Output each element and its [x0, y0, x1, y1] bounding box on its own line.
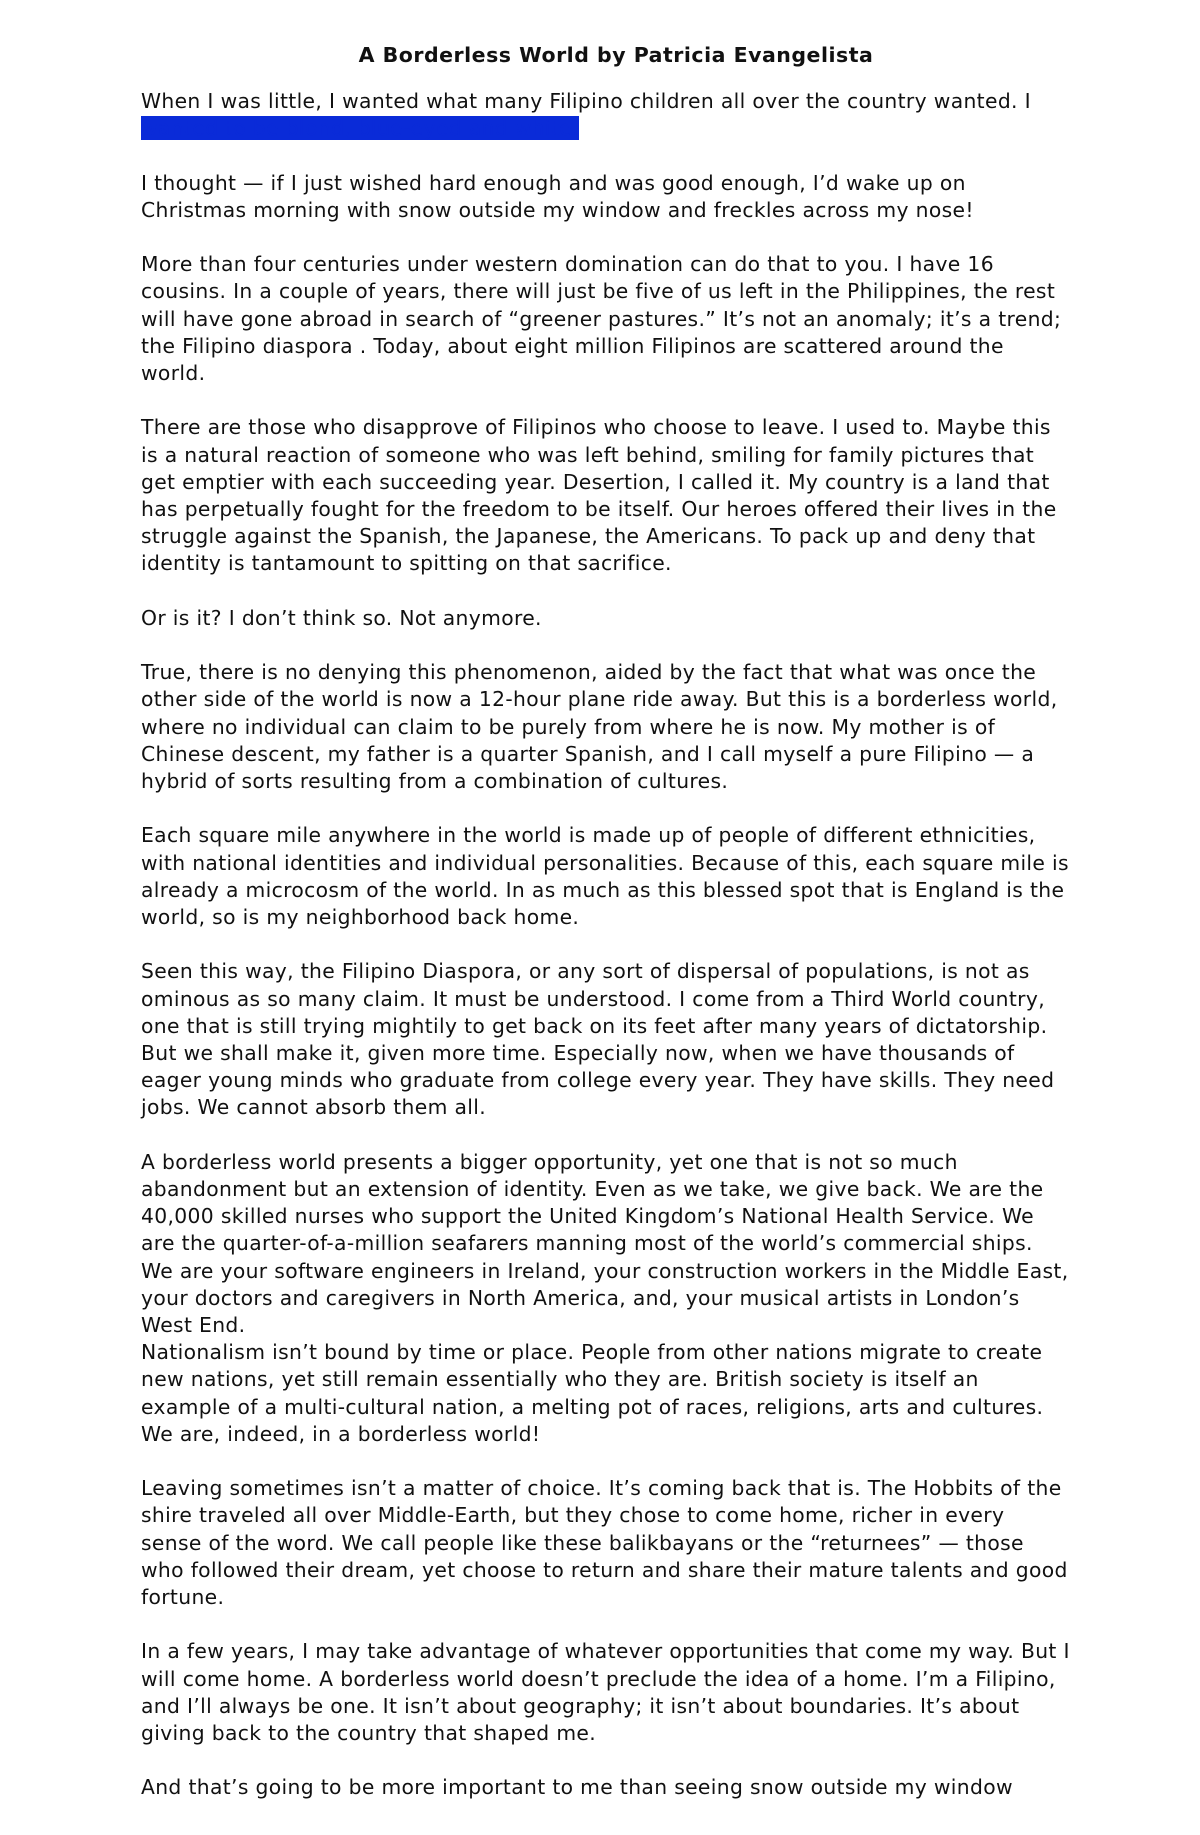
- paragraph-4: There are those who disapprove of Filipinos who choose to leave. I used to. Maybe this is a natural reaction of someone who was left behind, smiling for family pictures that get emptier with each succeeding year. Desertion, I called it. My country is a land that has perpetually fought for the freedom to be itself. Our heroes offered their lives in the struggle against the Spanish, the Japanese, the Americans. To pack up and deny that identity is tantamount to spitting on that sacrifice.: [141, 415, 1057, 576]
- paragraph-1: [141, 88, 1071, 142]
- paragraph-7: Each square mile anywhere in the world is made up of people of different ethnicities, with national identities and individual personalities. Because of this, each square mile is already a microcosm of the world. In as much as this blessed spot that is England is the world, so is my neighborhood back home.: [141, 823, 1069, 929]
- paragraph-10: Nationalism isn’t bound by time or place. People from other nations migrate to create new nations, yet still remain essentially who they are. British society is itself an example of a multi-cultural nation, a melting pot of races, religions, arts and cultures. We are, indeed, in a borderless world!: [141, 1340, 1044, 1446]
- document-title: A Borderless World by Patricia Evangelista: [358, 43, 874, 67]
- paragraph-9: A borderless world presents a bigger opportunity, yet one that is not so much abandonment but an extension of identity. Even as we take, we give back. We are the 40,000 skilled nurses who support the United Kingdom’s National Health Service. We are the quarter-of-a-million seafarers manning most of the world’s commercial ships. We are your software engineers in Ireland, your construction workers in the Middle East, your doctors and caregivers in North America, and, your musical artists in London’s West End.: [141, 1149, 1069, 1338]
- paragraph-11: Leaving sometimes isn’t a matter of choice. It’s coming back that is. The Hobbits of the shire traveled all over Middle-Earth, but they chose to come home, richer in every sense of the word. We call people like these balikbayans or the “returnees” — those who followed their dream, yet choose to return and share their mature talents and good fortune.: [141, 1476, 1068, 1610]
- paragraph-1-text: When I was little, I wanted what many Filipino children all over the country wanted. I: [141, 89, 1031, 113]
- paragraph-5: Or is it? I don’t think so. Not anymore.: [141, 605, 542, 630]
- document-page: [141, 38, 1071, 1829]
- paragraph-2: I thought — if I just wished hard enough and was good enough, I’d wake up on Christmas morning with snow outside my window and freckles across my nose!: [141, 170, 974, 222]
- paragraph-6: True, there is no denying this phenomenon, aided by the fact that what was once the other side of the world is now a 12-hour plane ride away. But this is a borderless world, where no individual can claim to be purely from where he is now. My mother is of Chinese descent, my father is a quarter Spanish, and I call myself a pure Filipino — a hybrid of sorts resulting from a combination of cultures.: [141, 660, 1058, 793]
- paragraph-12: In a few years, I may take advantage of whatever opportunities that come my way. But I will come home. A borderless world doesn’t preclude the idea of a home. I’m a Filipino, and I’ll always be one. It isn’t about geography; it isn’t about boundaries. It’s about giving back to the country that shaped me.: [141, 1639, 1070, 1746]
- highlighted-selection[interactable]: wanted to be blond, blue-eyed and white.: [141, 116, 579, 141]
- paragraph-8: Seen this way, the Filipino Diaspora, or any sort of dispersal of populations, is not as ominous as so many claim. It must be understood. I come from a Third World country, one that is still trying mightily to get back on its feet after many years of dictatorship. But we shall make it, given more time. Especially now, when we have thousands of eager young minds who graduate from college every year. They have skills. They need jobs. We cannot absorb them all.: [141, 959, 1055, 1120]
- paragraph-3: More than four centuries under western domination can do that to you. I have 16 cousins. In a couple of years, there will just be five of us left in the Philippines, the rest will have gone abroad in search of “greener pastures.” It’s not an anomaly; it’s a trend; the Filipino diaspora . Today, about eight million Filipinos are scattered around the world.: [141, 252, 1062, 385]
- paragraph-13: And that’s going to be more important to me than seeing snow outside my window: [141, 1775, 1013, 1800]
